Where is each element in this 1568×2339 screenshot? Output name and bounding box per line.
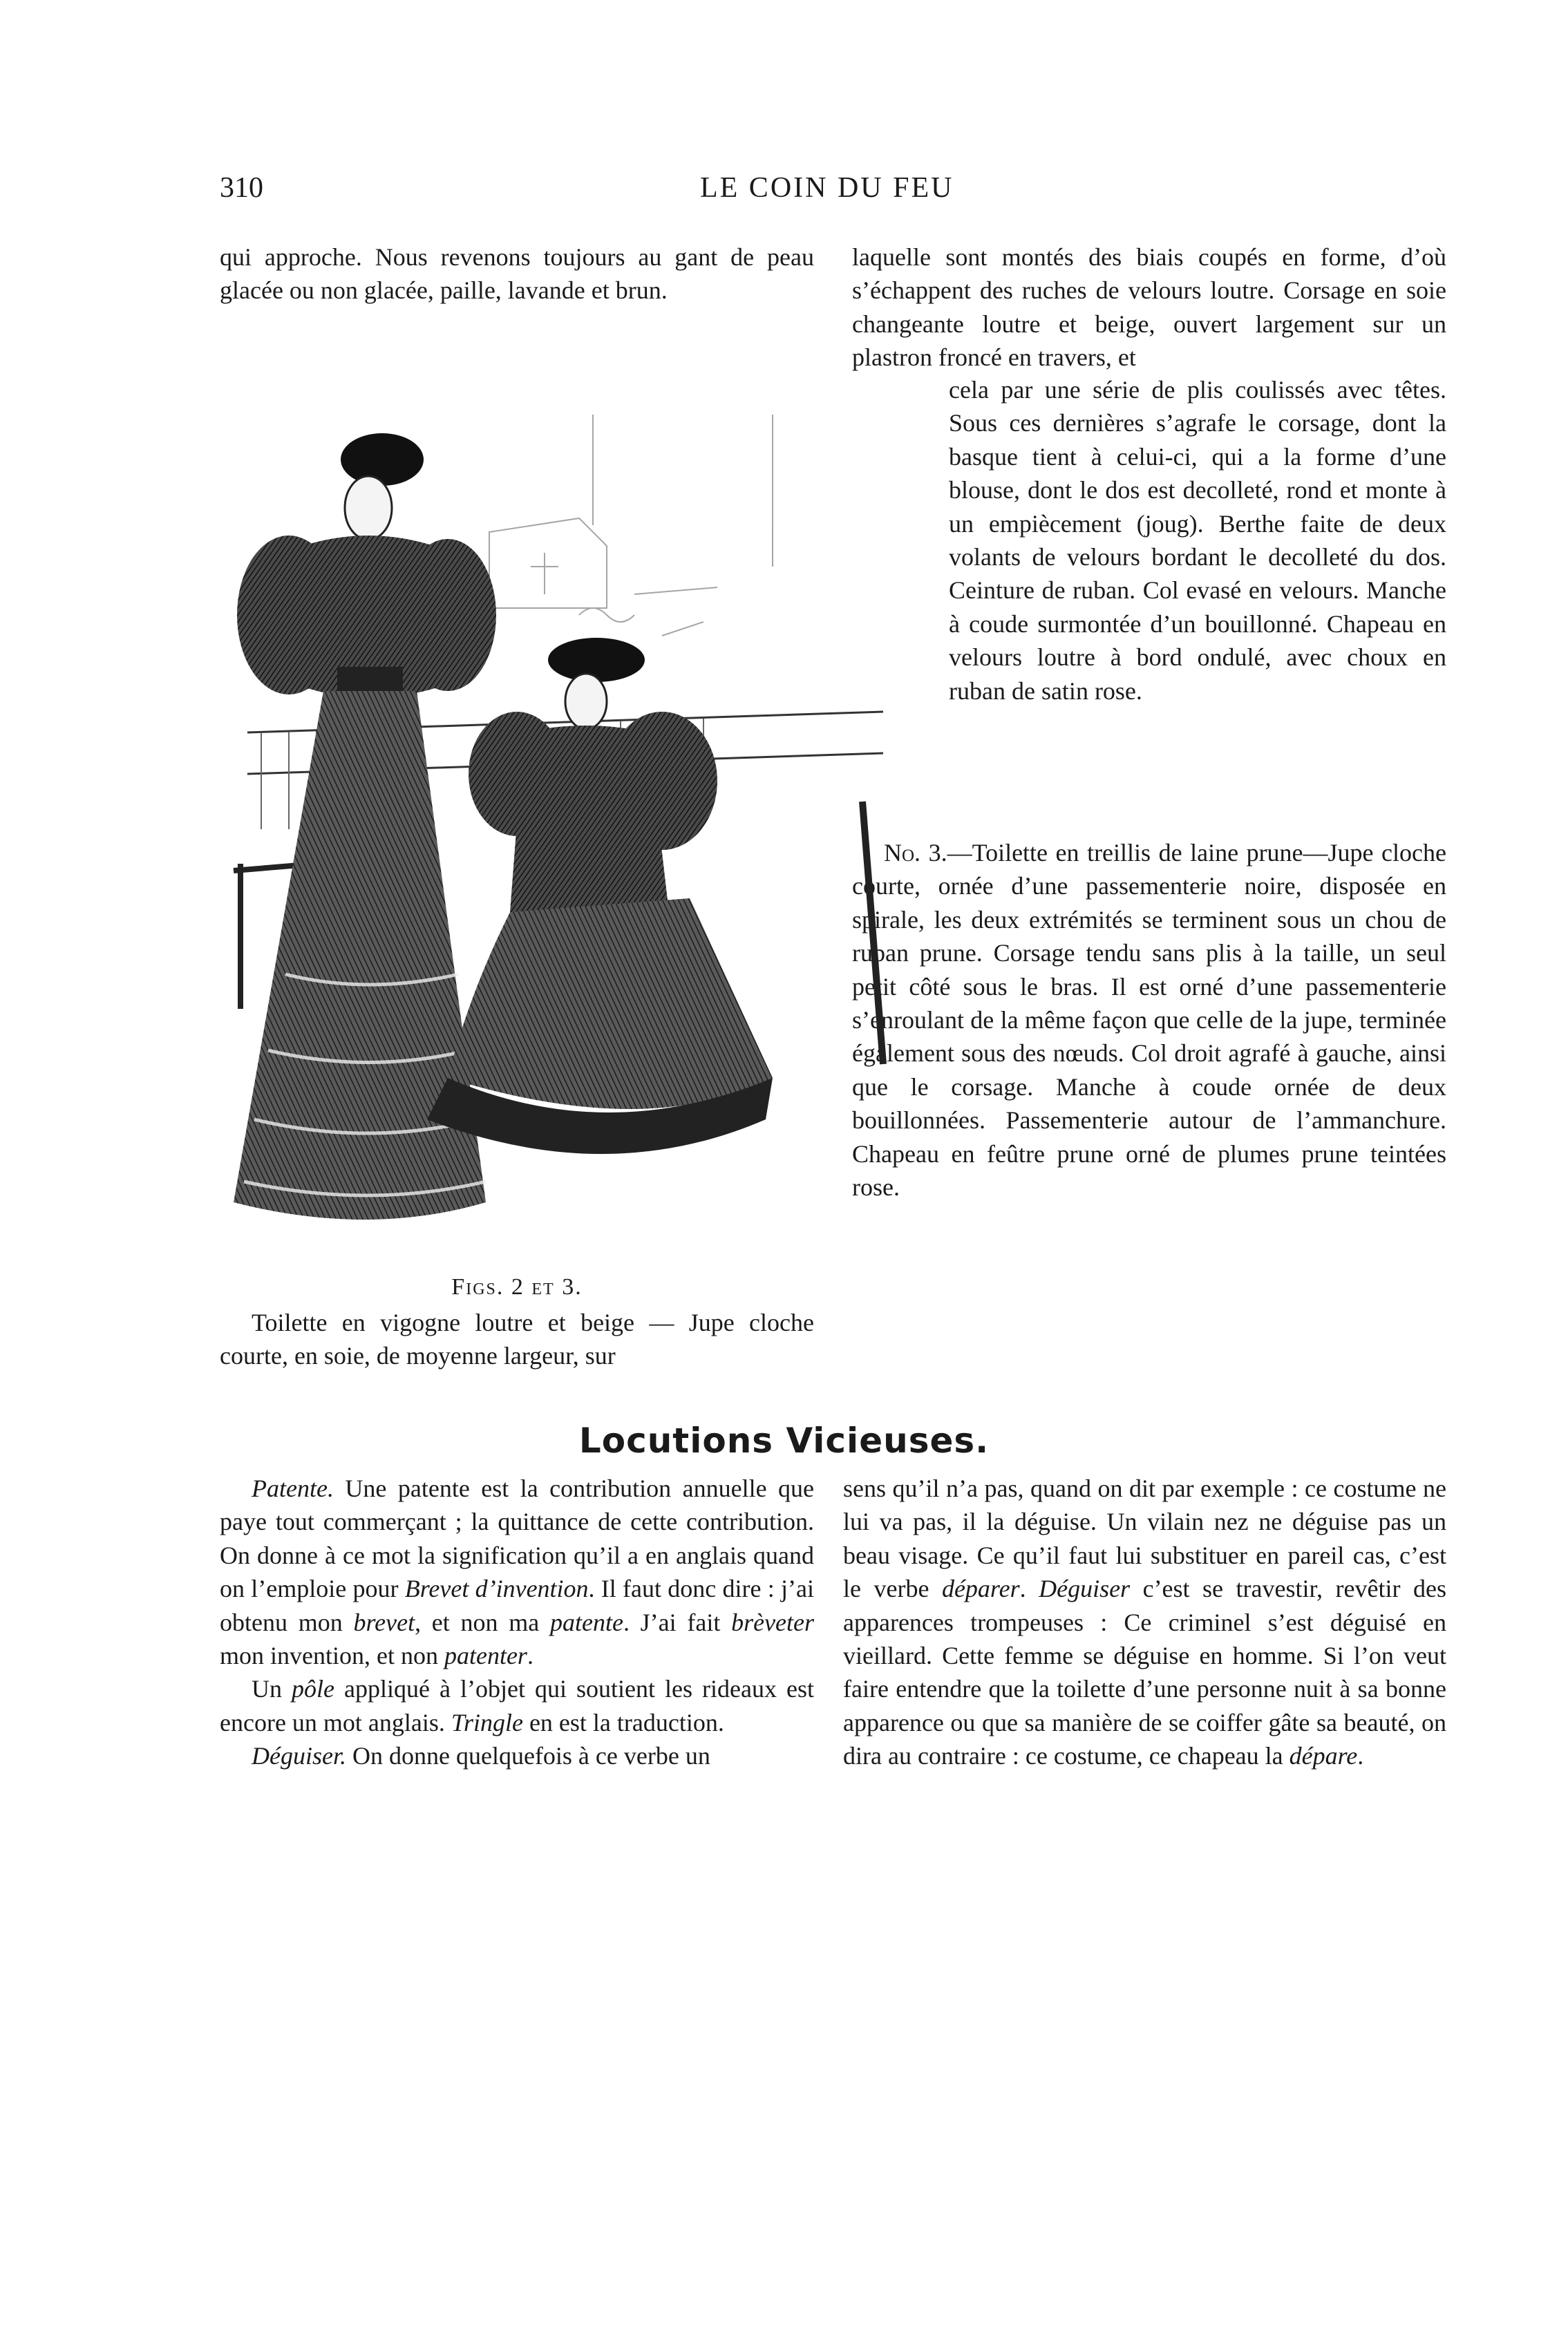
locutions-column-1 xyxy=(220,1472,814,1773)
italic-run: dépare xyxy=(1289,1742,1358,1770)
text-run: c’est se travestir, revêtir des apparences trompeuses : Ce criminel s’est déguisé en vieillard. Cette femme se déguise en homme. Si l’on veut faire entendre que la toilette d’une personne nuit à sa bonne apparence ou que sa manière de se coiffer gâte sa beauté, on dira au contraire : ce costume, ce chapeau la xyxy=(843,1575,1446,1770)
italic-run: Déguiser xyxy=(1039,1575,1131,1603)
column-2-wrapped-text: cela par une série de plis coulissés avec têtes. Sous ces dernières s’agrafe le corsage, dont la basque tient à celui-ci, qui a la forme d’une blouse, dont le dos est decolleté, rond et monte à un empiècement (joug). Berthe faite de deux volants de velours bordant le decolleté du dos. Ceinture de ruban. Col evasé en velours. Manche à coude surmontée d’un bouillonné. Chapeau en velours loutre à bord ondulé, avec choux en ruban de satin rose. xyxy=(949,376,1446,705)
figure-caption: Figs. 2 et 3. xyxy=(451,1274,583,1300)
paragraph-pole xyxy=(220,1672,814,1739)
text-run: . J’ai fait xyxy=(623,1608,732,1636)
italic-run: brèveter xyxy=(731,1608,815,1636)
no3-label: No. 3. xyxy=(884,839,947,867)
fashion-plate-illustration xyxy=(220,387,945,1271)
text-run: . Il faut donc dire : j’ai obtenu mon xyxy=(220,1575,814,1636)
term-patente: Patente. xyxy=(252,1475,334,1502)
figure-description: Toilette en vigogne loutre et beige — Jupe cloche courte, en soie, de moyenne largeur, sur xyxy=(220,1309,814,1370)
page-number: 310 xyxy=(220,172,263,204)
italic-run: Brevet d’invention xyxy=(404,1575,589,1603)
text-run: On donne quelquefois à ce verbe un xyxy=(346,1742,710,1770)
column-1-intro-text: qui approche. Nous revenons toujours au gant de peau glacée ou non glacée, paille, lavande et brun. xyxy=(220,243,814,305)
text-run: appliqué à l’objet qui soutient les rideaux est encore un mot anglais. xyxy=(220,1675,815,1736)
italic-run: Tringle xyxy=(451,1708,523,1736)
text-run: . xyxy=(527,1642,533,1670)
text-run: . xyxy=(1019,1575,1039,1603)
text-run: , et non ma xyxy=(415,1608,550,1636)
locutions-column-2 xyxy=(843,1472,1446,1773)
section-title: Locutions Vicieuses. xyxy=(578,1421,990,1461)
italic-run: patenter xyxy=(444,1642,527,1670)
text-run: sens qu’il n’a pas, quand on dit par exemple : ce costume ne lui va pas, il la déguise. Un vilain nez ne déguise pas un beau visage. Ce qu’il faut lui substituer en pareil cas, c’est le verbe xyxy=(843,1475,1446,1603)
italic-run: pôle xyxy=(292,1675,335,1703)
text-run: en est la traduction. xyxy=(522,1708,724,1736)
italic-run: déparer xyxy=(941,1575,1020,1603)
column-2-top-text: laquelle sont montés des biais coupés en forme, d’où s’échappent des ruches de velours loutre. Corsage en soie changeante loutre et beige, ouvert largement sur un plastron froncé en travers, et xyxy=(852,243,1446,372)
text-run: Un xyxy=(252,1675,292,1703)
paragraph-deguiser xyxy=(220,1739,814,1772)
paragraph-patente xyxy=(220,1472,814,1672)
running-header: LE COIN DU FEU xyxy=(700,172,954,204)
text-run: mon invention, et non xyxy=(220,1642,444,1670)
text-run: Une patente est la contribution annuelle que paye tout commerçant ; la quittance de cette contribution. On donne à ce mot la signification qu’il a en anglais quand on l’emploie pour xyxy=(220,1475,814,1603)
engraving-image xyxy=(220,387,945,1271)
italic-run: brevet xyxy=(353,1608,415,1636)
text-run: . xyxy=(1357,1742,1364,1770)
term-deguiser: Déguiser. xyxy=(252,1742,346,1770)
paragraph-deguiser-continued xyxy=(843,1472,1446,1773)
no3-text: —Toilette en treillis de laine prune—Jupe cloche courte, ornée d’une passementerie noire, disposée en spirale, les deux extrémités se terminent sous un chou de ruban prune. Corsage tendu sans plis à la taille, un seul petit côté sous le bras. Il est orné d’une passementerie s’enroulant de la même façon que celle de la jupe, terminée également sous des nœuds. Col droit agrafé à gauche, ainsi que le corsage. Manche à coude ornée de deux bouillonnées. Passementerie autour de l’ammanchure. Chapeau en feûtre prune orné de plumes prune teintées rose. xyxy=(852,839,1446,1202)
italic-run: patente xyxy=(549,1608,623,1636)
